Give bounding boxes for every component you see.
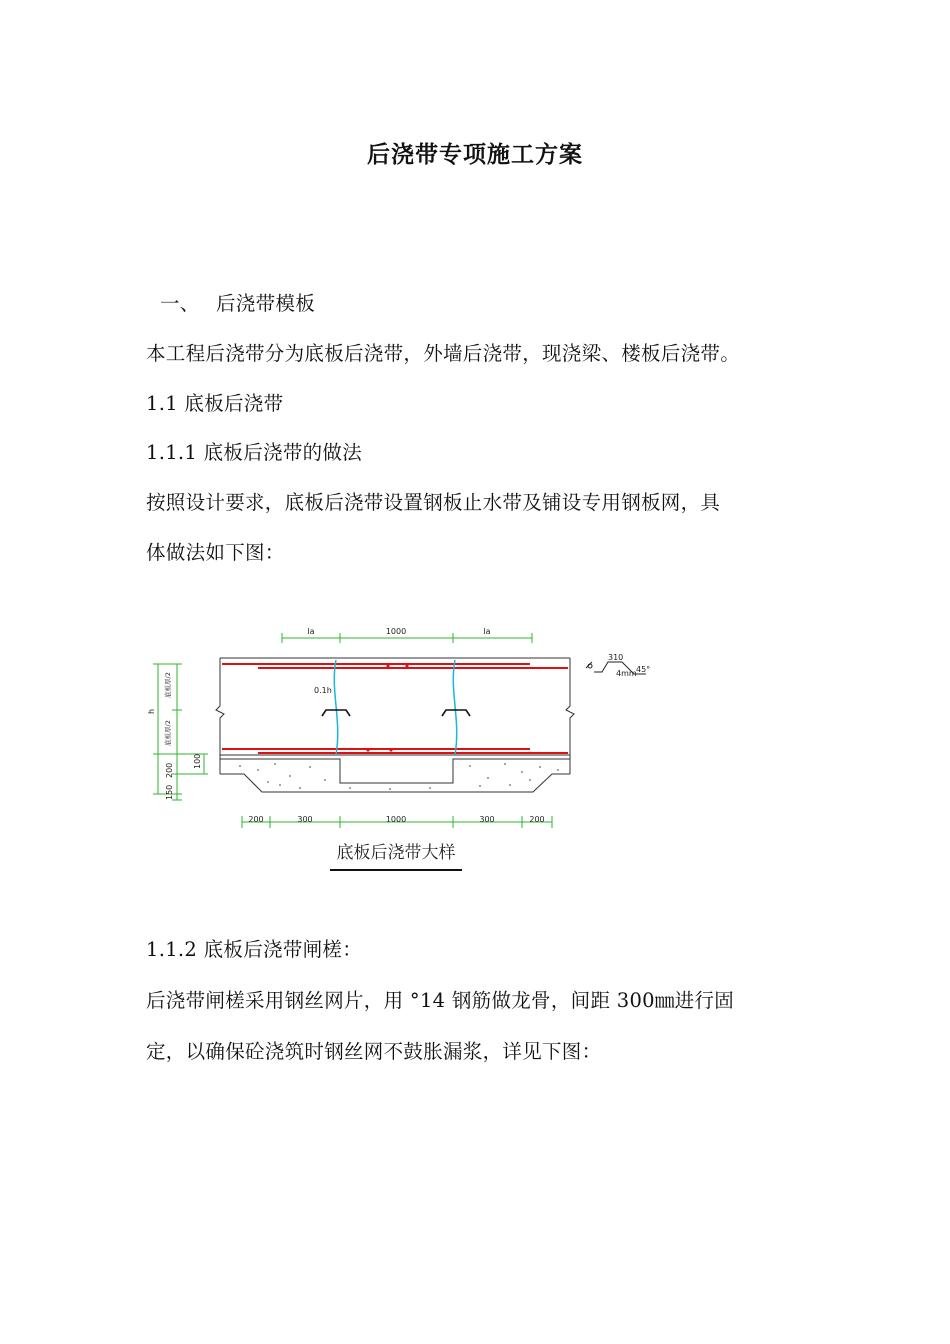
section-heading <box>160 288 315 316</box>
paragraph-line: 按照设计要求，底板后浇带设置钢板止水带及铺设专用钢板网，具 <box>146 491 721 514</box>
dim-150-left: 150 <box>165 784 174 800</box>
dim-200-bottom-right: 200 <box>529 815 545 824</box>
detail-310: 310 <box>608 653 624 662</box>
concrete-hatch <box>239 763 559 790</box>
section-title: 后浇带模板 <box>216 292 316 315</box>
rebar-bottom <box>222 749 568 753</box>
subheading-1-1: 1.1 底板后浇带 <box>146 392 284 415</box>
dim-la-right: la <box>483 627 491 636</box>
subheading-1-1-2: 1.1.2 底板后浇带闸槎： <box>146 938 363 961</box>
water-stop-plate <box>322 710 470 716</box>
dim-300-bottom-left: 300 <box>297 815 313 824</box>
figure-caption: 底板后浇带大样 <box>336 843 456 863</box>
paragraph-line: 定，以确保砼浇筑时钢丝网不鼓胀漏浆，详见下图： <box>146 1040 602 1063</box>
steel-mesh <box>334 660 456 755</box>
top-dimension-line <box>282 633 532 643</box>
slab-outline <box>216 658 574 792</box>
subheading-1-1-1: 1.1.1 底板后浇带的做法 <box>146 441 363 464</box>
dim-100-left: 100 <box>193 753 202 769</box>
left-dimension-line <box>153 664 208 800</box>
dim-half-thickness-top: 底板厚/2 <box>164 672 172 698</box>
detail-45deg: 45° <box>636 665 651 674</box>
dim-200-bottom-left: 200 <box>248 815 264 824</box>
detail-drawing <box>147 620 670 876</box>
paragraph-line: 后浇带闸槎采用钢丝网片，用 °14 钢筋做龙骨，间距 300㎜进行固 <box>146 989 735 1012</box>
document-title: 后浇带专项施工方案 <box>367 141 583 168</box>
dim-300-bottom-right: 300 <box>479 815 495 824</box>
section-number: 一、 <box>160 292 200 315</box>
dim-la-left: la <box>307 627 315 636</box>
label-0-1h: 0.1h <box>314 686 332 695</box>
dim-1000-top: 1000 <box>385 627 407 636</box>
detail-4mm: 4mm <box>616 669 637 678</box>
dim-200-left: 200 <box>165 762 174 778</box>
dim-half-thickness-bottom: 底板厚/2 <box>164 720 172 746</box>
intro-paragraph: 本工程后浇带分为底板后浇带，外墙后浇带，现浇梁、楼板后浇带。 <box>146 342 741 365</box>
paragraph-line: 体做法如下图： <box>146 541 285 564</box>
dim-1000-bottom: 1000 <box>385 815 407 824</box>
rebar-top <box>222 664 568 668</box>
dim-h: h <box>147 708 156 714</box>
